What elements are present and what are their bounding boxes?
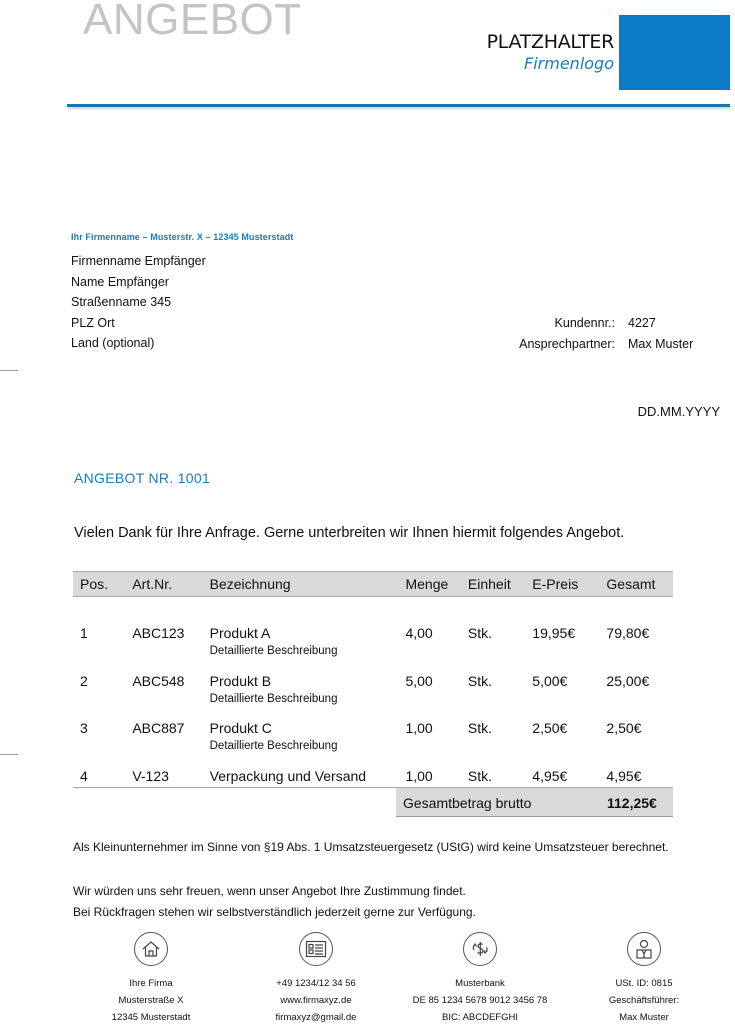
cell-art-nr: ABC887 — [132, 720, 185, 736]
cell-description — [210, 720, 406, 768]
footer-line: Max Muster — [619, 1012, 669, 1023]
document-date: DD.MM.YYYY — [637, 404, 720, 419]
cell-description — [210, 673, 406, 720]
meta-labels — [519, 313, 615, 354]
cell-unit-price: 2,50€ — [532, 720, 568, 736]
item-name: Produkt B — [209, 673, 272, 689]
contact-card-icon — [299, 932, 333, 966]
sender-line: Ihr Firmenname – Musterstr. X – 12345 Musterstadt — [71, 232, 294, 242]
offer-number: ANGEBOT NR. 1001 — [74, 470, 211, 486]
logo-main-text: PLATZHALTER — [486, 31, 614, 53]
cell-total: 2,50€ — [606, 720, 642, 736]
item-name: Produkt A — [209, 625, 271, 641]
cell-unit: Stk. — [467, 625, 493, 641]
cell-art-nr: V-123 — [132, 768, 169, 784]
total-label: Gesamtbetrag brutto — [403, 795, 532, 811]
cell-unit: Stk. — [467, 673, 493, 689]
document-title: ANGEBOT — [83, 0, 302, 44]
header-quantity: Menge — [405, 572, 467, 597]
header-divider — [67, 104, 730, 107]
cell-unit: Stk. — [467, 768, 493, 784]
item-detail: Detaillierte Beschreibung — [209, 693, 338, 705]
recipient-address — [71, 251, 206, 354]
cell-art-nr: ABC123 — [132, 625, 185, 641]
footer-line: BIC: ABCDEFGHI — [441, 1012, 518, 1023]
closing-line: Bei Rückfragen stehen wir selbstverständlich jederzeit gerne zur Verfügung. — [73, 905, 476, 919]
tax-note: Als Kleinunternehmer im Sinne von §19 Abs. 1 Umsatzsteuergesetz (UStG) wird keine Umsatzsteuer berechnet. — [73, 840, 669, 854]
footer-line: Ihre Firma — [129, 978, 173, 989]
item-detail: Detaillierte Beschreibung — [209, 740, 338, 752]
cell-pos: 3 — [80, 720, 88, 736]
footer-line: Musterbank — [455, 978, 505, 989]
recipient-line: Name Empfänger — [71, 274, 169, 289]
cell-unit-price: 19,95€ — [532, 625, 576, 641]
cell-quantity: 1,00 — [405, 720, 433, 736]
header-description: Bezeichnung — [210, 572, 406, 597]
recipient-line: Land (optional) — [71, 336, 155, 350]
cell-art-nr: ABC548 — [132, 673, 185, 689]
table-row — [73, 673, 673, 720]
footer-line: firmaxyz@gmail.de — [275, 1012, 357, 1023]
footer-legal — [544, 932, 735, 1026]
items-table — [73, 571, 673, 790]
footer-line: www.firmaxyz.de — [280, 995, 352, 1006]
recipient-line: Straßenname 345 — [71, 295, 172, 309]
total-row — [396, 788, 673, 817]
footer-line: DE 85 1234 5678 9012 3456 78 — [412, 995, 548, 1006]
fold-mark — [0, 370, 18, 371]
customer-number: 4227 — [628, 316, 656, 330]
closing-line: Wir würden uns sehr freuen, wenn unser Angebot Ihre Zustimmung findet. — [73, 884, 466, 898]
table-row — [73, 625, 673, 673]
meta-values — [628, 313, 693, 354]
fold-mark — [0, 754, 18, 755]
money-transfer-icon — [463, 932, 497, 966]
contact-label: Ansprechpartner: — [519, 336, 615, 351]
customer-number-label: Kundennr.: — [554, 316, 615, 330]
footer-line: USt. ID: 0815 — [615, 978, 673, 989]
house-icon — [134, 932, 168, 966]
recipient-line: Firmenname Empfänger — [71, 254, 206, 268]
header-unit: Einheit — [468, 572, 532, 597]
cell-pos: 1 — [80, 625, 88, 641]
cell-description — [210, 625, 406, 673]
cell-total: 79,80€ — [606, 625, 650, 641]
total-value: 112,25€ — [607, 795, 657, 811]
header-total: Gesamt — [606, 572, 673, 597]
item-detail: Detaillierte Beschreibung — [209, 645, 338, 657]
table-row — [73, 720, 673, 768]
company-logo-text — [487, 30, 614, 74]
cell-pos: 4 — [80, 768, 88, 784]
footer-line: 12345 Musterstadt — [111, 1012, 191, 1023]
header-art-nr: Art.Nr. — [132, 572, 209, 597]
cell-unit-price: 4,95€ — [532, 768, 568, 784]
cell-unit: Stk. — [467, 720, 493, 736]
header-unit-price: E-Preis — [532, 572, 606, 597]
item-name: Produkt C — [209, 720, 272, 736]
person-icon — [627, 932, 661, 966]
item-name: Verpackung und Versand — [209, 768, 367, 784]
footer-line: +49 1234/12 34 56 — [276, 978, 356, 989]
cell-quantity: 4,00 — [405, 625, 433, 641]
table-header-row — [73, 572, 673, 597]
closing-text — [73, 881, 476, 923]
cell-pos: 2 — [80, 673, 88, 689]
recipient-line: PLZ Ort — [71, 315, 115, 330]
footer-line: Musterstraße X — [118, 995, 184, 1006]
logo-sub-text: Firmenlogo — [524, 54, 614, 73]
logo-placeholder-box — [619, 15, 730, 90]
intro-text: Vielen Dank für Ihre Anfrage. Gerne unterbreiten wir Ihnen hiermit folgendes Angebot. — [74, 525, 625, 541]
footer-line: Geschäftsführer: — [608, 995, 680, 1006]
header-pos: Pos. — [73, 572, 132, 597]
cell-quantity: 1,00 — [405, 768, 433, 784]
contact-person: Max Muster — [628, 336, 694, 351]
cell-total: 4,95€ — [606, 768, 642, 784]
cell-quantity: 5,00 — [405, 673, 433, 689]
cell-unit-price: 5,00€ — [532, 673, 568, 689]
cell-total: 25,00€ — [606, 673, 650, 689]
